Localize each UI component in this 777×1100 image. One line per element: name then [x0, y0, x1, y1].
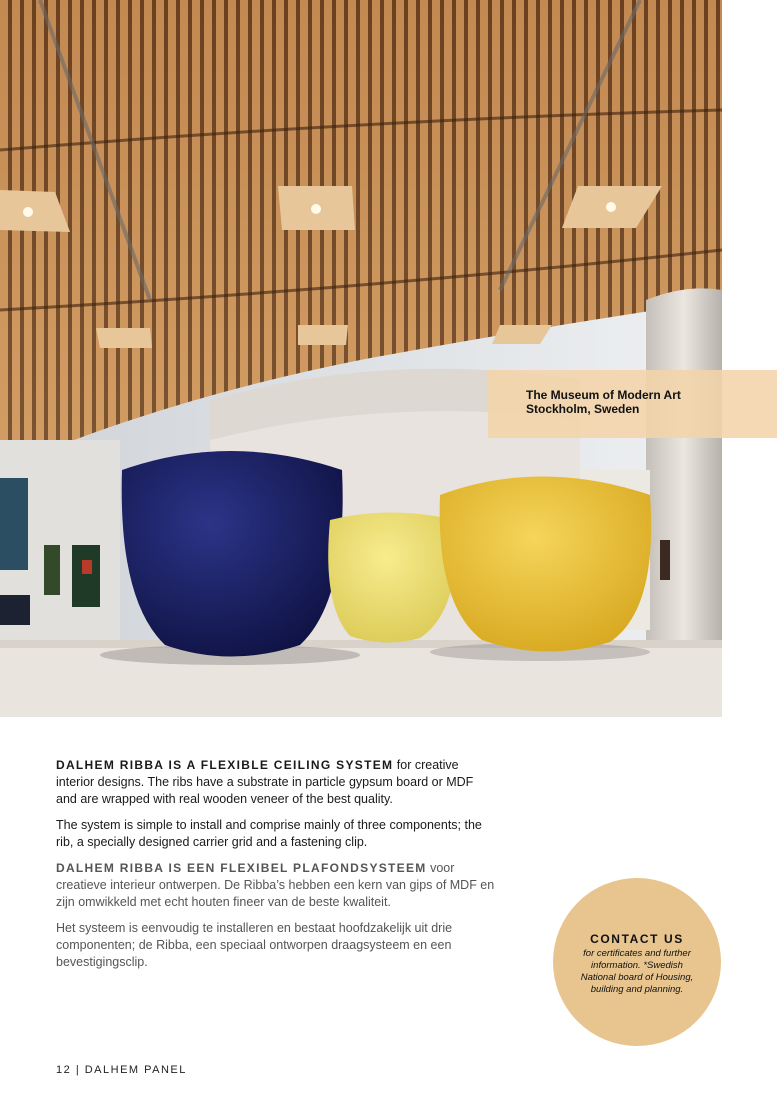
english-paragraph-2: The system is simple to install and comprise mainly of three components; the rib, a specially designed carrier grid and a fastening clip. — [56, 818, 482, 849]
footer-separator: | — [75, 1064, 81, 1076]
description-text — [56, 757, 496, 980]
footer-brand: DALHEM PANEL — [84, 1064, 187, 1076]
contact-title: CONTACT US — [590, 932, 684, 946]
page-number: 12 — [56, 1064, 72, 1076]
photo-caption — [488, 370, 777, 438]
dutch-paragraph-1-body: voor creatieve interieur ontwerpen. De Ribba’s hebben een kern van gips of MDF en zijn omwikkeld met echt houten fineer van de beste kwaliteit. — [56, 861, 495, 909]
dutch-paragraph-2: Het systeem is eenvoudig te installeren en bestaat hoofdzakelijk uit drie componenten; de Ribba, een speciaal ontworpen draagsysteem en een bevestigingsclip. — [56, 921, 453, 969]
navy-bowl — [122, 451, 343, 657]
english-lead: DALHEM RIBBA IS A FLEXIBLE CEILING SYSTEM — [56, 758, 394, 772]
english-paragraph-1 — [56, 757, 496, 808]
dutch-lead: DALHEM RIBBA IS EEN FLEXIBEL PLAFONDSYSTEEM — [56, 861, 427, 875]
english-paragraph-1-body: for creative interior designs. The ribs have a substrate in particle gypsum board or MDF and are wrapped with real wooden veneer of the best quality. — [56, 758, 474, 806]
yellow-bowl — [440, 477, 651, 652]
caption-line-1: The Museum of Modern Art — [526, 388, 681, 402]
caption-line-2: Stockholm, Sweden — [526, 402, 640, 416]
dutch-paragraph-1 — [56, 860, 496, 911]
page-footer — [56, 1064, 187, 1076]
contact-badge — [553, 878, 721, 1046]
contact-note: for certificates and further information. *Swedish National board of Housing, building and planning. — [580, 948, 694, 995]
